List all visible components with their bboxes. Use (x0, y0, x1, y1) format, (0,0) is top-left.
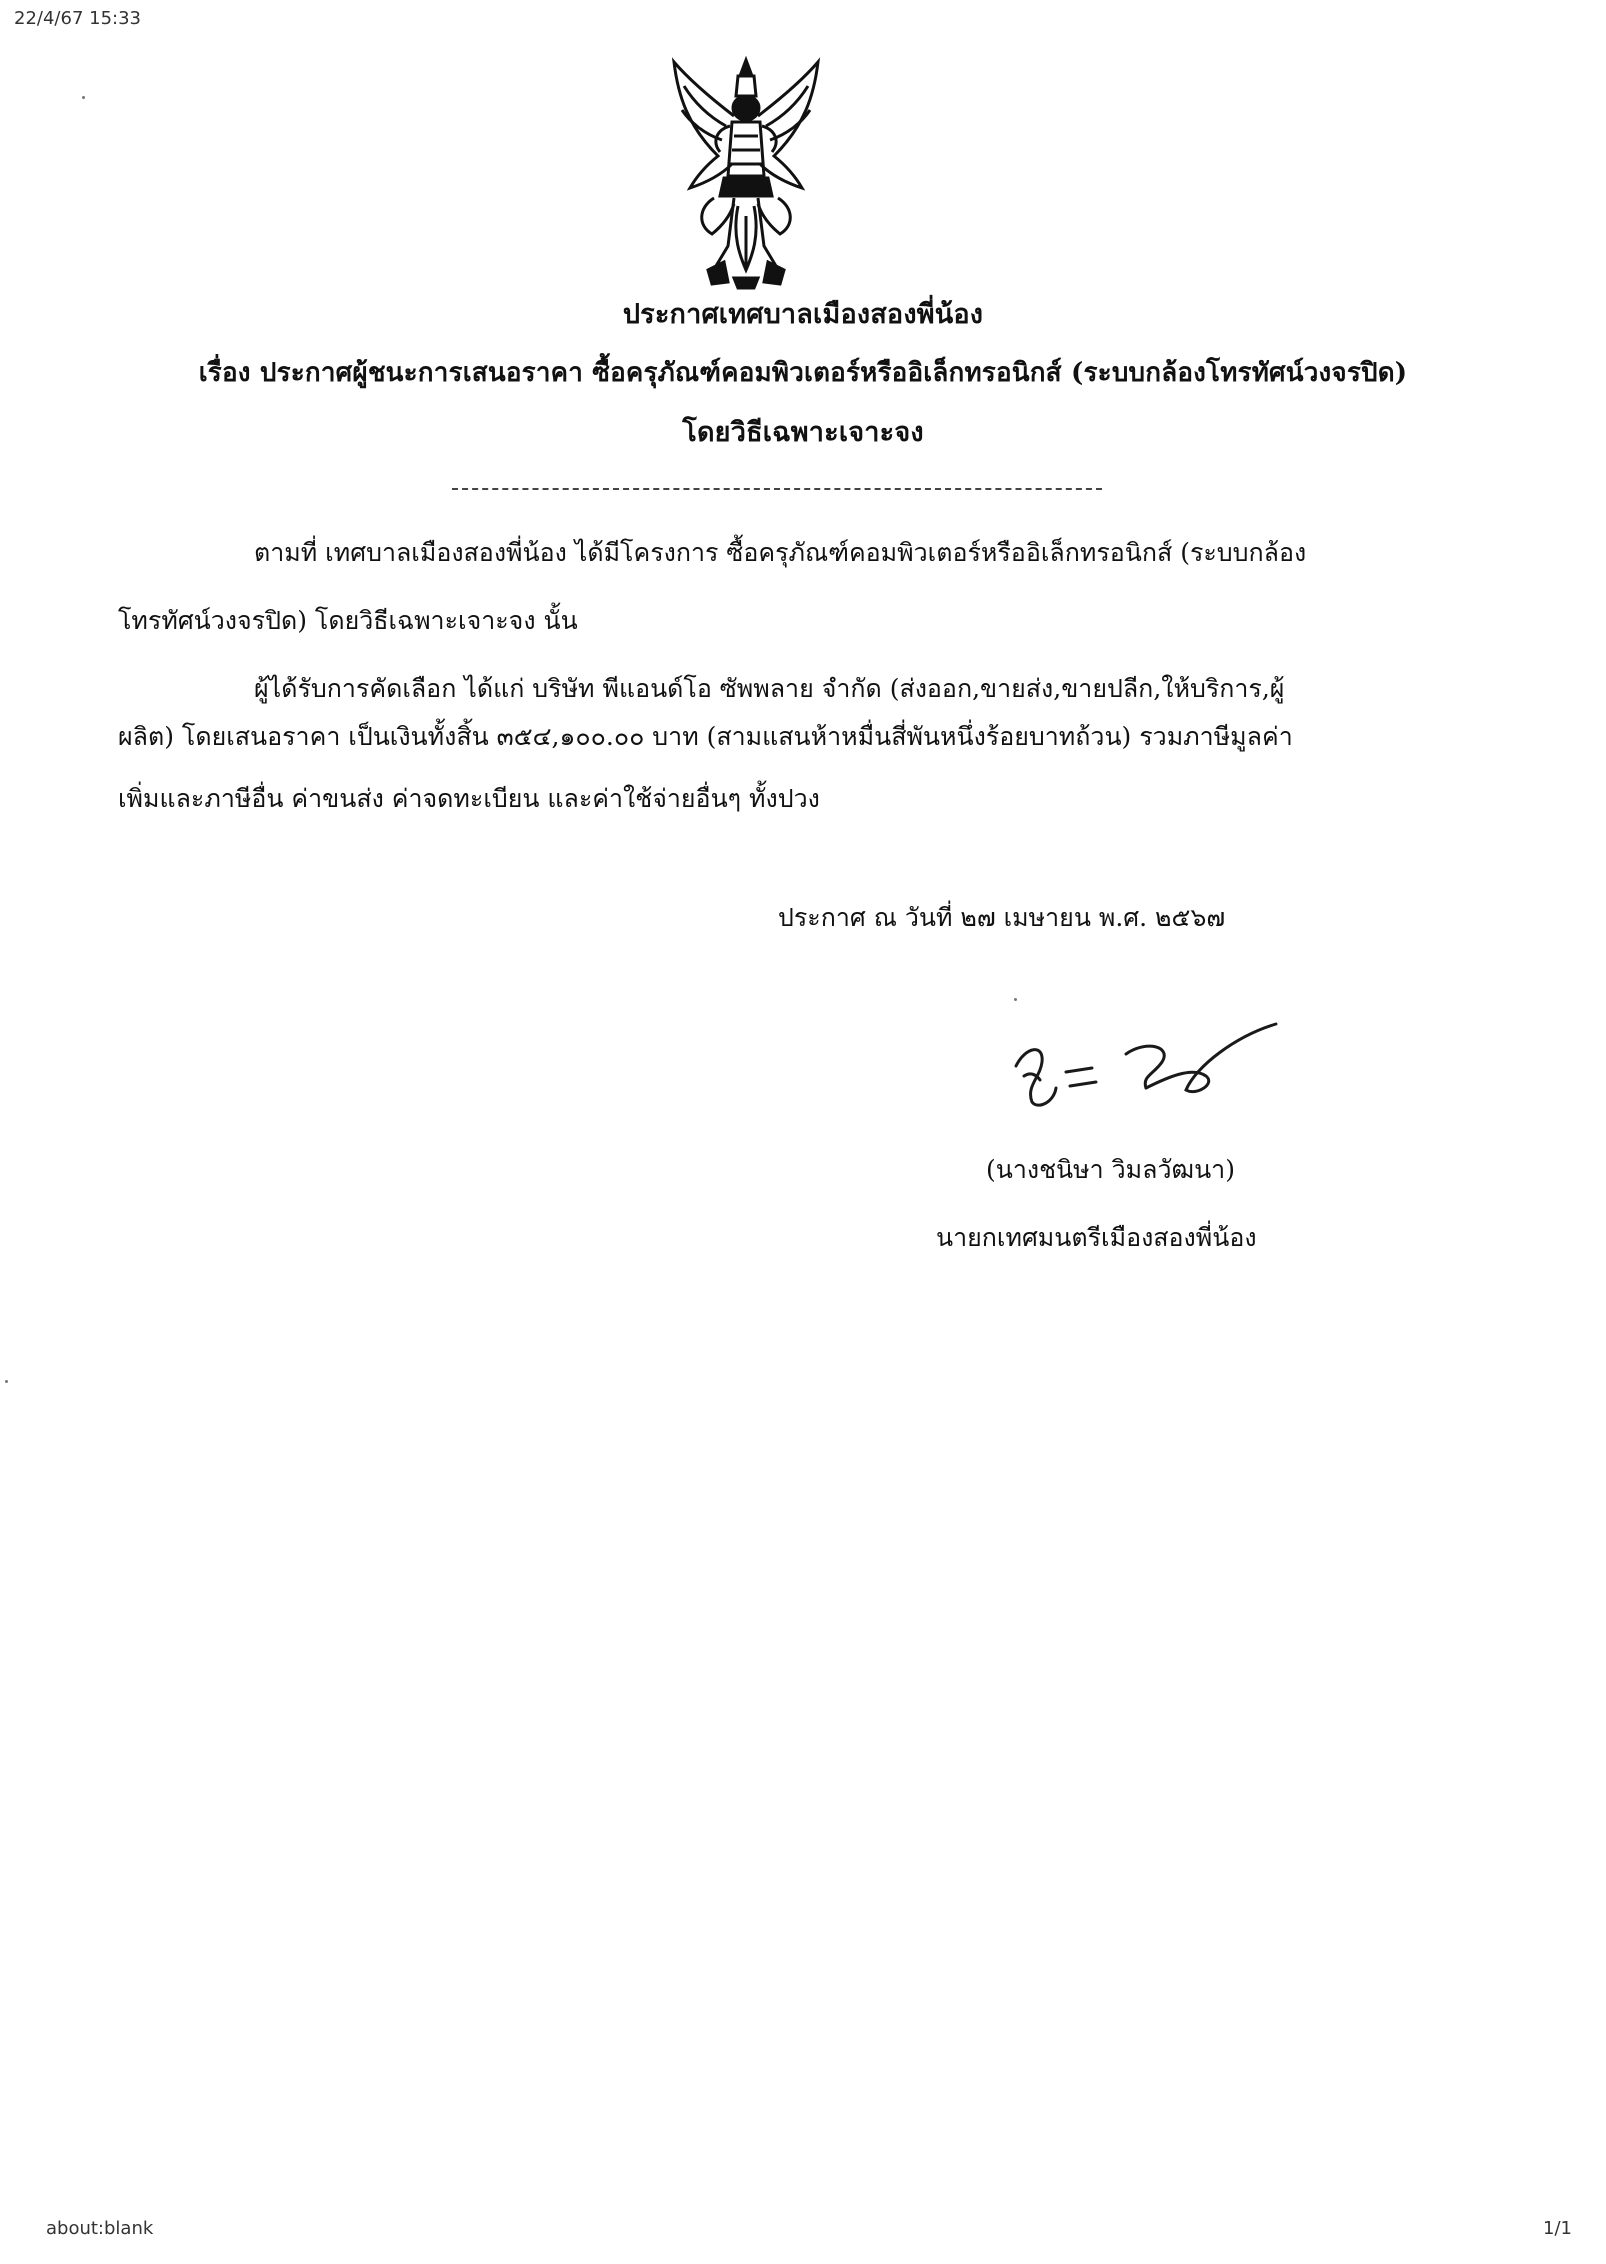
document-subject: เรื่อง ประกาศผู้ชนะการเสนอราคา ซื้อครุภัณฑ์คอมพิวเตอร์หรืออิเล็กทรอนิกส์ (ระบบกล้องโทรทัศน์วงจรปิด) (198, 358, 1408, 388)
document-title: ประกาศเทศบาลเมืองสองพี่น้อง (622, 299, 984, 330)
scan-speck (5, 1380, 8, 1383)
scan-speck (1014, 998, 1017, 1001)
print-footer-page: 1/1 (1543, 2218, 1572, 2239)
signer-title: นายกเทศมนตรีเมืองสองพี่น้อง (936, 1223, 1257, 1252)
signer-name: (นางชนิษา วิมลวัฒนา) (986, 1155, 1235, 1184)
garuda-emblem-icon (668, 56, 824, 292)
paragraph1-line1: ตามที่ เทศบาลเมืองสองพี่น้อง ได้มีโครงการ ซื้อครุภัณฑ์คอมพิวเตอร์หรืออิเล็กทรอนิกส์ (ระบบกล้อง (254, 538, 1307, 567)
paragraph2-line1: ผู้ได้รับการคัดเลือก ได้แก่ บริษัท พีแอนด์โอ ซัพพลาย จำกัด (ส่งออก,ขายส่ง,ขายปลีก,ให้บริการ,ผู้ (254, 674, 1285, 703)
paragraph2-line2: ผลิต) โดยเสนอราคา เป็นเงินทั้งสิ้น ๓๕๔,๑๐๐.๐๐ บาท (สามแสนห้าหมื่นสี่พันหนึ่งร้อยบาทถ้วน) รวมภาษีมูลค่า (118, 722, 1293, 751)
dashed-divider (452, 488, 1102, 490)
print-footer-url: about:blank (46, 2218, 154, 2239)
paragraph2-line3: เพิ่มและภาษีอื่น ค่าขนส่ง ค่าจดทะเบียน และค่าใช้จ่ายอื่นๆ ทั้งปวง (118, 784, 820, 813)
scan-speck (82, 96, 85, 99)
handwritten-signature (996, 1006, 1296, 1116)
print-header-timestamp: 22/4/67 15:33 (14, 8, 141, 29)
paragraph1-line2: โทรทัศน์วงจรปิด) โดยวิธีเฉพาะเจาะจง นั้น (118, 606, 578, 635)
announcement-date: ประกาศ ณ วันที่ ๒๗ เมษายน พ.ศ. ๒๕๖๗ (778, 903, 1226, 932)
document-method: โดยวิธีเฉพาะเจาะจง (682, 417, 924, 448)
